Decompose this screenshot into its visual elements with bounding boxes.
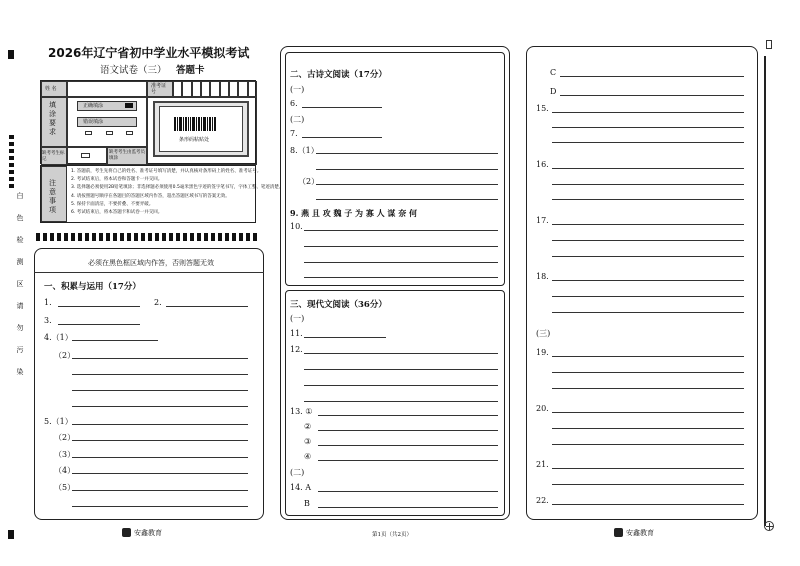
q13-2-answer-line[interactable] [318, 430, 498, 431]
wrong-fill-marks [85, 131, 133, 141]
card-label: 答题卡 [176, 65, 205, 76]
q7-label: 7. [290, 129, 298, 138]
q10-answer-line[interactable] [304, 277, 498, 278]
page-number: 第1页（共2页） [372, 532, 412, 538]
q5-2-label: （2） [54, 433, 76, 442]
q5-2-answer-line[interactable] [72, 440, 248, 441]
q16-answer-line[interactable] [552, 199, 744, 200]
q6-label: 6. [290, 99, 298, 108]
q18-answer-line[interactable] [552, 280, 744, 281]
detect-char: 白 [16, 192, 24, 200]
q4-1-answer-line[interactable] [72, 340, 158, 341]
corner-marker-top-left [8, 50, 14, 59]
part-2-label: (二) [290, 115, 305, 124]
q14-d-answer-line[interactable] [560, 95, 744, 96]
q5-4-answer-line[interactable] [72, 473, 248, 474]
q14-b-answer-line[interactable] [318, 507, 498, 508]
q12-answer-line[interactable] [304, 369, 498, 370]
timing-marks [9, 135, 14, 191]
detect-char: 色 [16, 214, 24, 222]
absent-mark-label: 缺考考生由监考员填涂 [109, 150, 145, 161]
notice-item: 1. 答题前，考生先将自己的姓名、准考证号填写清楚，并认真核对条形码上的姓名、准考证号。 [71, 169, 262, 174]
detect-char: 勿 [16, 324, 24, 332]
q5-5-answer-line[interactable] [72, 506, 248, 507]
q5-1-label: 5.（1） [44, 417, 73, 426]
correct-fill-mark [125, 103, 133, 108]
absent-label: 缺考考生标记 [42, 151, 65, 162]
q10-answer-line[interactable] [304, 230, 498, 231]
right-corner-mark [766, 40, 772, 49]
q1-answer-line[interactable] [58, 306, 140, 307]
q13-1-label: 13. ① [290, 407, 313, 416]
q20-answer-line[interactable] [552, 412, 744, 413]
notice-item: 3. 选择题必须使用2B铅笔填涂；非选择题必须使用0.5毫米黑色字迹的签字笔书写，字体工整、笔迹清楚。 [71, 185, 284, 191]
part-1-label: (一) [290, 85, 305, 94]
q8-2-answer-line[interactable] [316, 184, 498, 185]
q14-a-answer-line[interactable] [318, 491, 498, 492]
warning-text: 必须在黑色框区域内作答，否则答题无效 [88, 259, 214, 267]
notice-table [40, 165, 284, 223]
q5-3-label: （3） [54, 450, 76, 459]
detect-char: 区 [16, 280, 24, 288]
q22-label: 22. [536, 496, 549, 505]
notice-list [71, 168, 284, 217]
q8-2-answer-line[interactable] [316, 199, 498, 200]
q5-5-label: （5） [54, 483, 76, 492]
q17-label: 17. [536, 216, 549, 225]
part-4-label: (二) [290, 468, 305, 477]
notice-item: 2. 考试结束后，将本试卷和答题卡一并交回。 [71, 177, 163, 183]
notice-item: 4. 请按照题号顺序在各题目的答题区域内作答，超出答题区域书写的答案无效。 [71, 193, 230, 199]
detect-char: 污 [16, 346, 24, 354]
page-title: 2026年辽宁省初中学业水平模拟考试 [48, 46, 250, 60]
q8-1-label: 8.（1） [290, 146, 319, 155]
dash-separator [36, 233, 264, 241]
q16-label: 16. [536, 160, 549, 169]
q20-answer-line[interactable] [552, 444, 744, 445]
q22-answer-line[interactable] [552, 504, 744, 505]
q17-answer-line[interactable] [552, 240, 744, 241]
detect-char: 染 [16, 368, 24, 376]
q1-label: 1. [44, 298, 52, 307]
answer-panel-right [526, 46, 758, 520]
q11-label: 11. [290, 329, 303, 338]
name-label: 姓 名 [45, 86, 57, 92]
brand-logo-icon [614, 528, 623, 537]
q5-5-answer-line[interactable] [72, 490, 248, 491]
modern-reading-box [285, 290, 505, 516]
part-3-label: (一) [290, 314, 305, 323]
q10-label: 10. [290, 222, 303, 231]
q16-answer-line[interactable] [552, 168, 744, 169]
exam-no-boxes[interactable] [173, 81, 257, 97]
q10-answer-line[interactable] [304, 246, 498, 247]
section-2-title: 二、古诗文阅读（17分） [290, 70, 387, 80]
q9-label[interactable]: 9. 燕 且 攻 魏 子 为 寡 人 谋 奈 何 [290, 208, 417, 218]
q19-answer-line[interactable] [552, 372, 744, 373]
q4-2-label: （2） [54, 351, 76, 360]
register-mark-icon [764, 521, 774, 531]
q18-label: 18. [536, 272, 549, 281]
q4-2-answer-line[interactable] [72, 374, 248, 375]
paper-subtitle: 语文试卷（三） [100, 65, 167, 76]
corner-marker-bottom-left [8, 530, 14, 539]
fill-label: 填涂要求 [49, 101, 56, 136]
q16-answer-line[interactable] [552, 184, 744, 185]
q13-3-label: ③ [304, 437, 312, 446]
q12-answer-line[interactable] [304, 385, 498, 386]
q5-1-answer-line[interactable] [72, 424, 248, 425]
q12-answer-line[interactable] [304, 401, 498, 402]
barcode-icon [174, 117, 218, 131]
q11-answer-line[interactable] [304, 337, 386, 338]
student-info-table [40, 80, 256, 164]
q21-label: 21. [536, 460, 549, 469]
white-detect-zone [16, 185, 26, 380]
q20-label: 20. [536, 404, 549, 413]
q14-a-label: 14. A [290, 483, 312, 492]
absent-checkbox[interactable] [81, 153, 90, 158]
notice-item: 5. 保持卡面清洁，不要折叠、不要弄破。 [71, 201, 154, 207]
right-edge-bar [764, 56, 766, 526]
q7-answer-line[interactable] [302, 137, 382, 138]
q3-label: 3. [44, 316, 52, 325]
q12-answer-line[interactable] [304, 353, 498, 354]
q5-4-label: （4） [54, 466, 76, 475]
q18-answer-line[interactable] [552, 296, 744, 297]
q15-answer-line[interactable] [552, 127, 744, 128]
exam-no-label: 准考证号 [151, 83, 167, 95]
q10-answer-line[interactable] [304, 262, 498, 263]
q19-label: 19. [536, 348, 549, 357]
q14-c-answer-line[interactable] [560, 76, 744, 77]
q8-2-label: （2） [298, 177, 320, 186]
q14-d-label: D [550, 87, 557, 96]
q2-label: 2. [154, 298, 162, 307]
q3-answer-line[interactable] [58, 324, 140, 325]
q12-label: 12. [290, 345, 303, 354]
detect-char: 测 [16, 258, 24, 266]
q17-answer-line[interactable] [552, 256, 744, 257]
correct-fill-label: 正确填涂 [83, 103, 104, 109]
q15-answer-line[interactable] [552, 112, 744, 113]
q8-1-answer-line[interactable] [316, 169, 498, 170]
q8-1-answer-line[interactable] [316, 153, 498, 154]
warning-divider [34, 272, 264, 273]
q14-b-label: B [304, 499, 310, 508]
q5-3-answer-line[interactable] [72, 457, 248, 458]
q2-answer-line[interactable] [166, 306, 248, 307]
q20-answer-line[interactable] [552, 428, 744, 429]
name-field[interactable] [67, 81, 147, 97]
q17-answer-line[interactable] [552, 224, 744, 225]
q19-answer-line[interactable] [552, 356, 744, 357]
q13-1-answer-line[interactable] [318, 415, 498, 416]
q14-c-label: C [550, 68, 557, 77]
q18-answer-line[interactable] [552, 312, 744, 313]
q4-2-answer-line[interactable] [72, 358, 248, 359]
brand-logo-icon [122, 528, 131, 537]
q4-1-label: 4.（1） [44, 333, 73, 342]
q13-4-answer-line[interactable] [318, 460, 498, 461]
q6-answer-line[interactable] [302, 107, 382, 108]
notice-item: 6. 考试结束后，将本答题卡和试卷一并交回。 [71, 210, 163, 216]
barcode-label: 条形码粘贴处 [179, 137, 210, 143]
q4-2-answer-line[interactable] [72, 406, 248, 407]
q15-answer-line[interactable] [552, 142, 744, 143]
section-3-title: 三、现代文阅读（36分） [290, 300, 387, 310]
q13-2-label: ② [304, 422, 312, 431]
q21-answer-line[interactable] [552, 484, 744, 485]
q13-4-label: ④ [304, 452, 312, 461]
q19-answer-line[interactable] [552, 388, 744, 389]
notice-label: 注意事项 [49, 179, 56, 214]
q4-2-answer-line[interactable] [72, 390, 248, 391]
part-5-label: (三) [536, 329, 551, 338]
q15-label: 15. [536, 104, 549, 113]
brand-name: 安鑫教育 [626, 529, 654, 537]
detect-char: 检 [16, 236, 24, 244]
section-1-title: 一、积累与运用（17分） [44, 282, 141, 292]
brand-name: 安鑫教育 [134, 529, 162, 537]
q13-3-answer-line[interactable] [318, 445, 498, 446]
wrong-fill-label: 错误填涂 [83, 119, 104, 125]
q21-answer-line[interactable] [552, 468, 744, 469]
detect-char: 请 [16, 302, 24, 310]
